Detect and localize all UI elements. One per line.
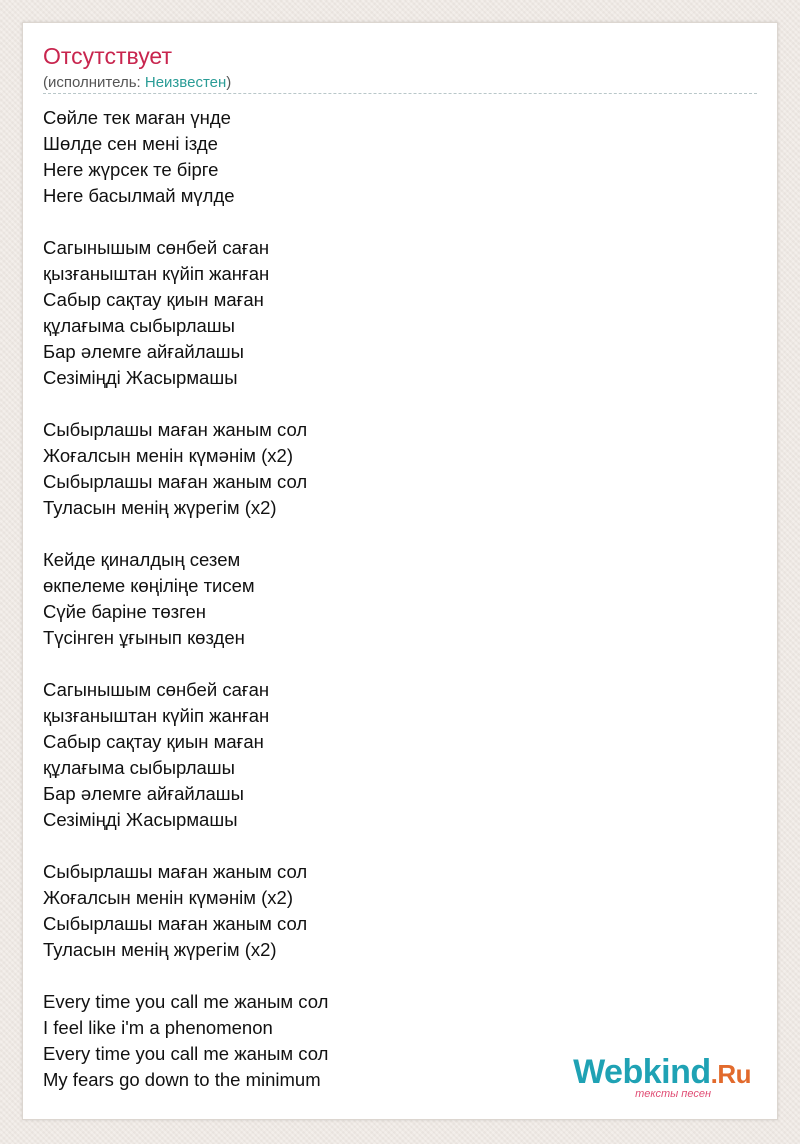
- lyric-line: Сезіміңді Жасырмашы: [43, 809, 238, 830]
- lyric-line: Сагынышым сөнбей саған: [43, 679, 270, 700]
- lyric-line: құлағыма сыбырлашы: [43, 315, 235, 336]
- lyric-line: Сыбырлашы маған жаным сол: [43, 471, 308, 492]
- site-logo[interactable]: [573, 1055, 751, 1099]
- lyric-line: Сүйе баріне төзген: [43, 601, 206, 622]
- stanza-gap: [43, 963, 743, 989]
- lyric-line: Сөйле тек маған үнде: [43, 107, 231, 128]
- lyric-line: қызғаныштан күйіп жанған: [43, 263, 270, 284]
- lyric-line: Сагынышым сөнбей саған: [43, 237, 270, 258]
- lyric-line: Сабыр сақтау қиын маған: [43, 731, 264, 752]
- lyric-line: құлағыма сыбырлашы: [43, 757, 235, 778]
- lyric-line: Кейде қиналдың сезем: [43, 549, 241, 570]
- stanza-gap: [43, 833, 743, 859]
- lyric-line: Неге басылмай мүлде: [43, 185, 235, 206]
- lyrics-sheet: [22, 22, 778, 1120]
- stanza-gap: [43, 391, 743, 417]
- lyric-line: Every time you call me жаным сол: [43, 991, 329, 1012]
- lyric-line: Сыбырлашы маған жаным сол: [43, 861, 308, 882]
- stanza-gap: [43, 209, 743, 235]
- lyric-line: Түсінген ұғынып көзден: [43, 627, 245, 648]
- lyric-line: Жоғалсын менін күмәнім (x2): [43, 445, 293, 466]
- lyric-line: Бар әлемге айғайлашы: [43, 341, 244, 362]
- logo-wordmark: Webkind: [573, 1053, 711, 1091]
- song-title: Отсутствует: [43, 43, 172, 69]
- artist-prefix: (исполнитель:: [43, 74, 145, 91]
- stanza-gap: [43, 521, 743, 547]
- lyric-line: Сезіміңді Жасырмашы: [43, 367, 238, 388]
- lyric-line: Туласын менің жүрегім (x2): [43, 939, 277, 960]
- lyric-line: Шөлде сен мені ізде: [43, 133, 218, 154]
- lyric-line: Жоғалсын менін күмәнім (x2): [43, 887, 293, 908]
- lyric-line: Сабыр сақтау қиын маған: [43, 289, 264, 310]
- title-divider: [43, 93, 757, 94]
- lyric-line: My fears go down to the minimum: [43, 1069, 321, 1090]
- lyric-line: I feel like i'm a phenomenon: [43, 1017, 273, 1038]
- lyric-line: Туласын менің жүрегім (x2): [43, 497, 277, 518]
- logo-domain: .Ru: [710, 1059, 751, 1089]
- artist-link[interactable]: Неизвестен: [144, 74, 227, 91]
- lyric-line: Бар әлемге айғайлашы: [43, 783, 244, 804]
- logo-tagline: тексты песен: [635, 1088, 711, 1100]
- lyrics-body: [43, 105, 743, 1093]
- artist-suffix: ): [226, 74, 232, 91]
- lyric-line: өкпелеме көңіліңе тисем: [43, 575, 255, 596]
- stanza-gap: [43, 651, 743, 677]
- lyric-line: Сыбырлашы маған жаным сол: [43, 913, 308, 934]
- artist-line: [43, 73, 231, 93]
- lyric-line: Неге жүрсек те бірге: [43, 159, 219, 180]
- lyric-line: Сыбырлашы маған жаным сол: [43, 419, 308, 440]
- lyric-line: Every time you call me жаным сол: [43, 1043, 329, 1064]
- lyric-line: қызғаныштан күйіп жанған: [43, 705, 270, 726]
